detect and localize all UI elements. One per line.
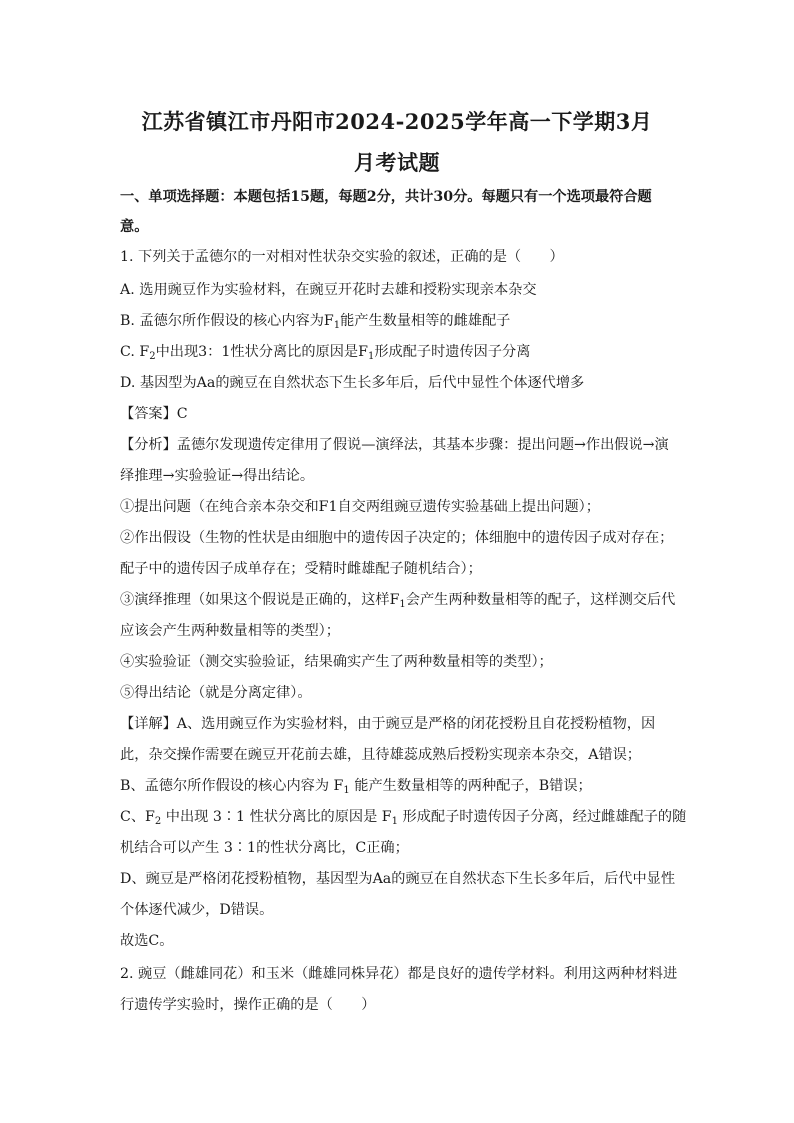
- q1-detail-line7: 个体逐代减少，D错误。: [120, 902, 274, 918]
- section-heading-line2: 意。: [120, 219, 149, 235]
- q1-detail-line3: B、孟德尔所作假设的核心内容为 $F_1$ 能产生数量相等的两种配子，B错误；: [120, 778, 592, 796]
- q1-analysis-line2: 绎推理→实验验证→得出结论。: [120, 468, 315, 484]
- q1-option-d: D. 基因型为Aa的豌豆在自然状态下生长多年后，后代中显性个体逐代增多: [120, 375, 585, 391]
- q1-step2-line2: 配子中的遗传因子成单存在；受精时雌雄配子随机结合）；: [120, 561, 482, 577]
- q1-detail-line1: 【详解】A、选用豌豆作为实验材料，由于豌豆是严格的闭花授粉且自花授粉植物，因: [120, 716, 656, 732]
- q1-detail-line4: C、$F_2$ 中出现 3∶1 性状分离比的原因是 $F_1$ 形成配子时遗传因子分离，经过雌雄配子的随: [120, 809, 687, 827]
- q1-detail-line6: D、豌豆是严格闭花授粉植物，基因型为Aa的豌豆在自然状态下生长多年后，后代中显性: [120, 871, 676, 887]
- q2-stem-line2: 行遗传学实验时，操作正确的是（ ）: [120, 997, 376, 1013]
- doc-title-line1: 江苏省镇江市丹阳市2024-2025学年高一下学期3月: [141, 109, 653, 134]
- q1-step2-line1: ②作出假设（生物的性状是由细胞中的遗传因子决定的；体细胞中的遗传因子成对存在；: [120, 530, 674, 546]
- q1-detail-line2: 此，杂交操作需要在豌豆开花前去雄，且待雄蕊成熟后授粉实现亲本杂交，A错误；: [120, 747, 641, 763]
- q1-answer: 【答案】C: [120, 406, 188, 422]
- q1-stem: 1. 下列关于孟德尔的一对相对性状杂交实验的叙述，正确的是（ ）: [120, 249, 564, 265]
- q1-option-b: B. 孟德尔所作假设的核心内容为$F_1$能产生数量相等的雌雄配子: [120, 313, 511, 331]
- q1-detail-line5: 机结合可以产生 3∶1的性状分离比，C正确；: [120, 840, 409, 856]
- q1-option-c: C. $F_2$中出现3：1性状分离比的原因是$F_1$形成配子时遗传因子分离: [120, 344, 531, 362]
- q1-analysis-line1: 【分析】孟德尔发现遗传定律用了假说—演绎法，其基本步骤：提出问题→作出假说→演: [120, 437, 669, 453]
- q1-step3-line1: ③演绎推理（如果这个假说是正确的，这样$F_1$会产生两种数量相等的配子，这样测交后代: [120, 592, 676, 610]
- q1-step4: ④实验验证（测交实验验证，结果确实产生了两种数量相等的类型）；: [120, 654, 553, 670]
- q2-stem-line1: 2. 豌豆（雌雄同花）和玉米（雌雄同株异花）都是良好的遗传学材料。利用这两种材料进: [120, 966, 678, 982]
- q1-step3-line2: 应该会产生两种数量相等的类型）；: [120, 623, 340, 639]
- q1-step1: ①提出问题（在纯合亲本杂交和F1自交两组豌豆遗传实验基础上提出问题）；: [120, 499, 600, 515]
- q1-step5: ⑤得出结论（就是分离定律）。: [120, 685, 312, 701]
- q1-conclusion: 故选C。: [120, 933, 174, 949]
- doc-title-line2: 月考试题: [354, 150, 440, 175]
- q1-option-a: A. 选用豌豆作为实验材料，在豌豆开花时去雄和授粉实现亲本杂交: [120, 282, 537, 298]
- section-heading-line1: 一、单项选择题：本题包括15题，每题2分，共计30分。每题只有一个选项最符合题: [120, 189, 652, 205]
